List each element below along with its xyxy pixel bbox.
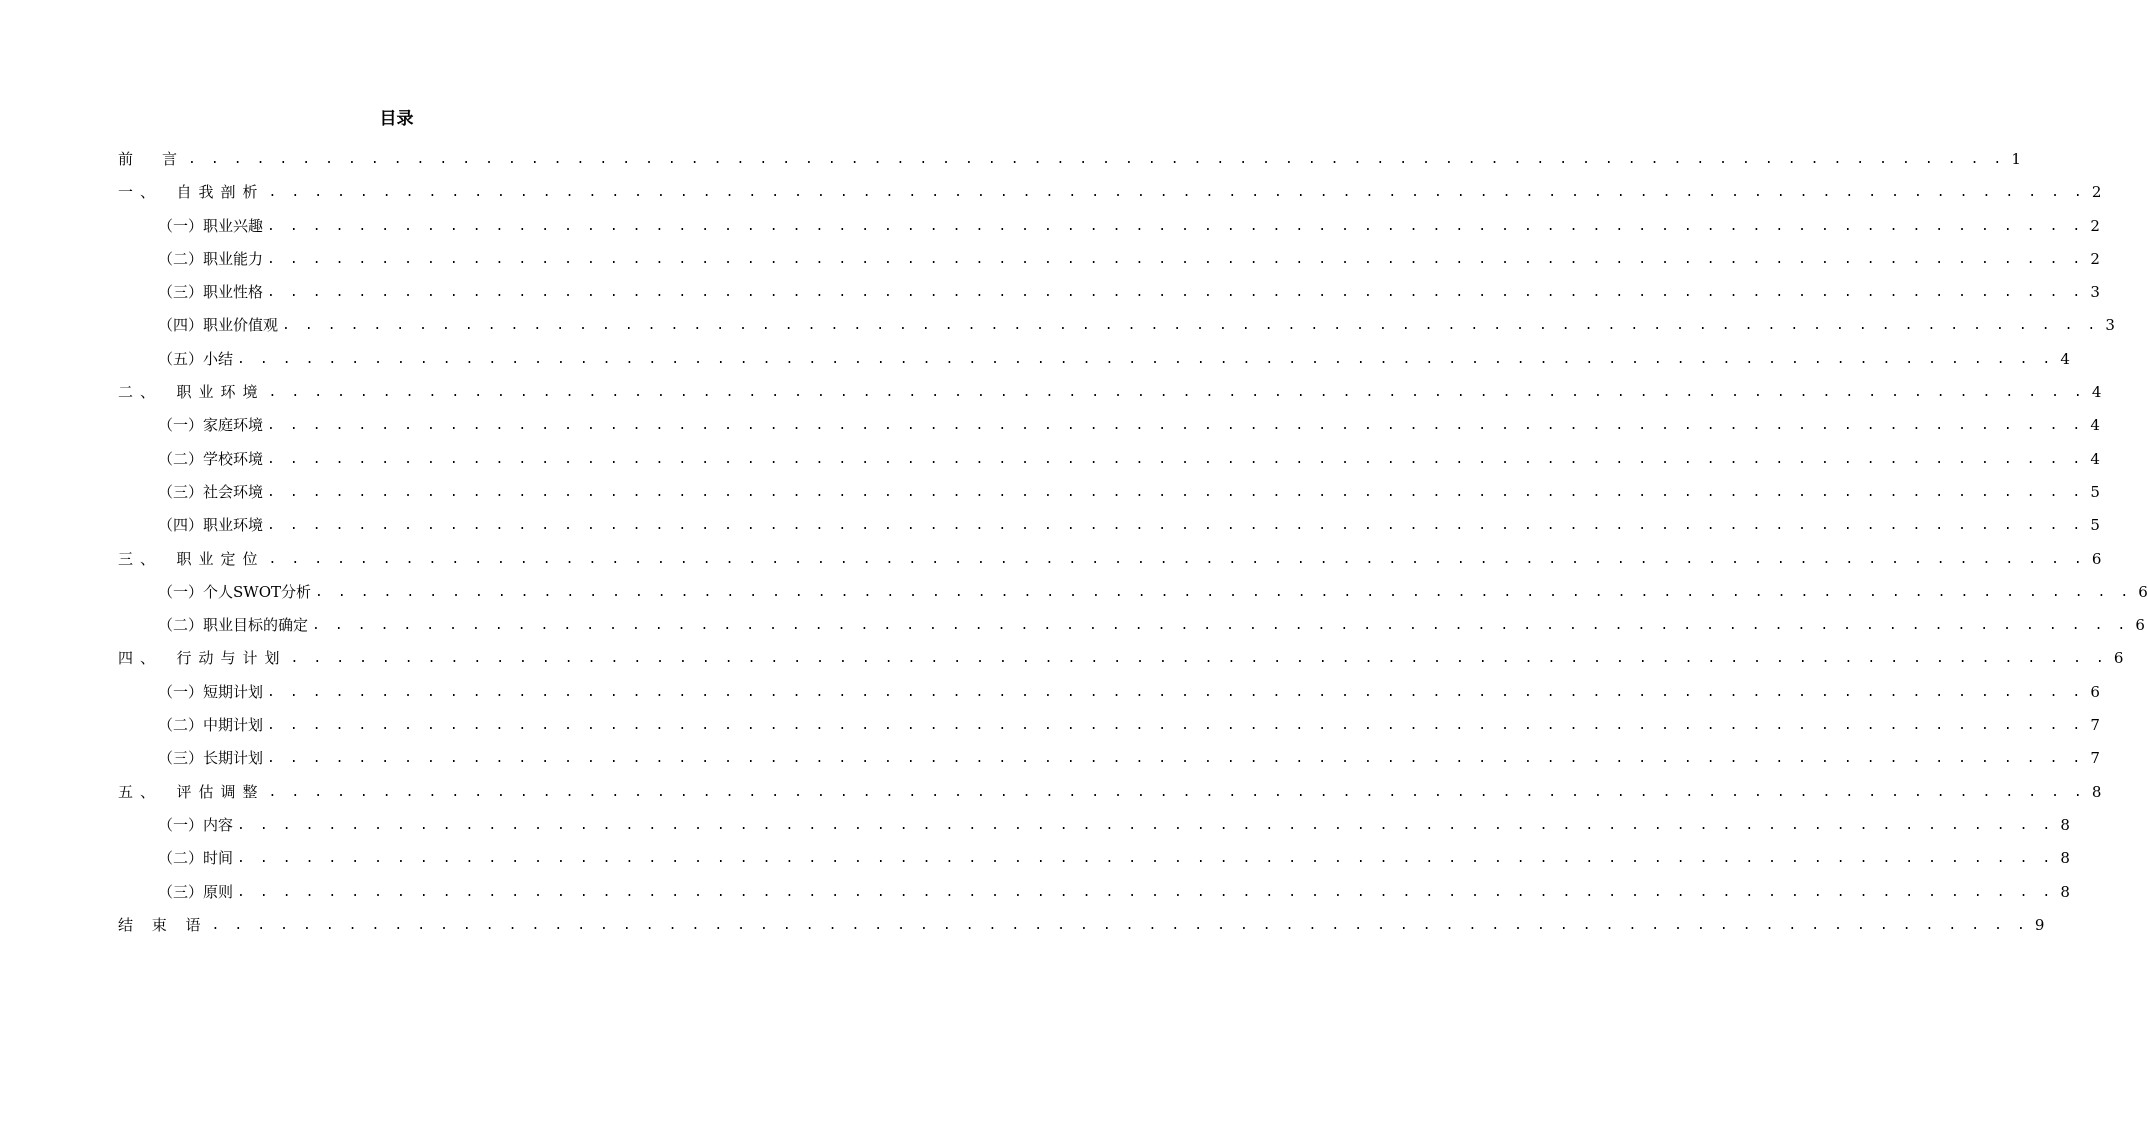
toc-entry[interactable] [118, 576, 2148, 609]
toc-leader-dots: . . . . . . . . . . . . . . . . . . . . . . . . . . . . . . . . . . . . . . . . . . . . . . . . . . . . . . . . . . . . . . . . . . . . . . . . . . . . . . . . [237, 884, 2054, 900]
toc-entry[interactable] [118, 376, 2102, 409]
toc-entry[interactable] [118, 143, 2021, 176]
toc-leader-dots: . . . . . . . . . . . . . . . . . . . . . . . . . . . . . . . . . . . . . . . . . . . . . . . . . . . . . . . . . . . . . . . . . . . . . . . . . . . . . . . . [268, 551, 2086, 567]
toc-leader-dots: . . . . . . . . . . . . . . . . . . . . . . . . . . . . . . . . . . . . . . . . . . . . . . . . . . . . . . . . . . . . . . . . . . . . . . . . . . . . . . . . [290, 651, 2108, 667]
toc-entry-label: （三）职业性格 [158, 283, 264, 302]
toc-leader-dots: . . . . . . . . . . . . . . . . . . . . . . . . . . . . . . . . . . . . . . . . . . . . . . . . . . . . . . . . . . . . . . . . . . . . . . . . . . . . . . . . [267, 285, 2084, 301]
toc-entry[interactable] [118, 709, 2100, 742]
toc-entry-label: （一）职业兴趣 [158, 216, 264, 235]
toc-entry-label: 一、 自我剖析 [118, 183, 265, 202]
toc-entry[interactable] [118, 509, 2100, 542]
toc-entry-page-number: 8 [2091, 782, 2102, 801]
toc-leader-dots: . . . . . . . . . . . . . . . . . . . . . . . . . . . . . . . . . . . . . . . . . . . . . . . . . . . . . . . . . . . . . . . . . . . . . . . . . . . . . . . . [267, 484, 2084, 500]
toc-entry[interactable] [118, 343, 2070, 376]
toc-entry-label: （二）中期计划 [158, 716, 264, 735]
toc-entry-label: （五）小结 [158, 349, 234, 368]
toc-entry[interactable] [118, 609, 2145, 642]
toc-entry[interactable] [118, 309, 2115, 342]
toc-entry-page-number: 2 [2091, 183, 2102, 202]
toc-entry[interactable] [118, 443, 2100, 476]
toc-entry-page-number: 6 [2090, 682, 2100, 701]
toc-leader-dots: . . . . . . . . . . . . . . . . . . . . . . . . . . . . . . . . . . . . . . . . . . . . . . . . . . . . . . . . . . . . . . . . . . . . . . . . . . . . . . . . [267, 251, 2084, 267]
toc-entry-page-number: 6 [2138, 582, 2148, 601]
toc-leader-dots: . . . . . . . . . . . . . . . . . . . . . . . . . . . . . . . . . . . . . . . . . . . . . . . . . . . . . . . . . . . . . . . . . . . . . . . . . . . . . . . . [268, 784, 2086, 800]
toc-entry-page-number: 4 [2091, 383, 2102, 402]
toc-entry-page-number: 1 [2011, 150, 2021, 168]
toc-entry[interactable] [118, 243, 2100, 276]
toc-entry-label: 五、 评估调整 [118, 782, 265, 801]
toc-leader-dots: . . . . . . . . . . . . . . . . . . . . . . . . . . . . . . . . . . . . . . . . . . . . . . . . . . . . . . . . . . . . . . . . . . . . . . . . . . . . . . . . [211, 917, 2029, 933]
table-of-contents [118, 143, 2148, 942]
toc-entry[interactable] [118, 476, 2100, 509]
toc-entry[interactable] [118, 776, 2102, 809]
toc-entry-page-number: 8 [2060, 849, 2070, 868]
toc-leader-dots: . . . . . . . . . . . . . . . . . . . . . . . . . . . . . . . . . . . . . . . . . . . . . . . . . . . . . . . . . . . . . . . . . . . . . . . . . . . . . . . . [268, 385, 2086, 401]
toc-entry[interactable] [118, 909, 2045, 942]
toc-entry-label: 三、 职业定位 [118, 549, 265, 568]
toc-entry[interactable] [118, 276, 2100, 309]
toc-leader-dots: . . . . . . . . . . . . . . . . . . . . . . . . . . . . . . . . . . . . . . . . . . . . . . . . . . . . . . . . . . . . . . . . . . . . . . . . . . . . . . . . [315, 584, 2132, 600]
toc-entry-page-number: 5 [2090, 482, 2100, 501]
toc-entry[interactable] [118, 409, 2100, 442]
toc-entry-label: （三）社会环境 [158, 482, 264, 501]
toc-entry-label: （二）时间 [158, 849, 234, 868]
toc-entry[interactable] [118, 176, 2102, 209]
toc-entry-page-number: 4 [2090, 416, 2100, 435]
toc-leader-dots: . . . . . . . . . . . . . . . . . . . . . . . . . . . . . . . . . . . . . . . . . . . . . . . . . . . . . . . . . . . . . . . . . . . . . . . . . . . . . . . . [237, 817, 2054, 833]
toc-entry-page-number: 5 [2090, 516, 2100, 535]
toc-entry[interactable] [118, 676, 2100, 709]
toc-entry[interactable] [118, 742, 2100, 775]
toc-leader-dots: . . . . . . . . . . . . . . . . . . . . . . . . . . . . . . . . . . . . . . . . . . . . . . . . . . . . . . . . . . . . . . . . . . . . . . . . . . . . . . . . [267, 218, 2084, 234]
toc-entry[interactable] [118, 842, 2070, 875]
toc-entry[interactable] [118, 809, 2070, 842]
toc-entry-label: （二）职业能力 [158, 249, 264, 268]
toc-entry-page-number: 3 [2105, 316, 2115, 335]
toc-leader-dots: . . . . . . . . . . . . . . . . . . . . . . . . . . . . . . . . . . . . . . . . . . . . . . . . . . . . . . . . . . . . . . . . . . . . . . . . . . . . . . . . [188, 152, 2005, 167]
toc-leader-dots: . . . . . . . . . . . . . . . . . . . . . . . . . . . . . . . . . . . . . . . . . . . . . . . . . . . . . . . . . . . . . . . . . . . . . . . . . . . . . . . . [237, 851, 2054, 867]
toc-entry-page-number: 8 [2060, 815, 2070, 834]
toc-entry-page-number: 4 [2090, 449, 2100, 468]
toc-entry-page-number: 2 [2090, 216, 2100, 235]
toc-entry[interactable] [118, 876, 2070, 909]
toc-entry-page-number: 6 [2135, 616, 2145, 635]
toc-leader-dots: . . . . . . . . . . . . . . . . . . . . . . . . . . . . . . . . . . . . . . . . . . . . . . . . . . . . . . . . . . . . . . . . . . . . . . . . . . . . . . . . [268, 185, 2086, 201]
toc-entry-label: （四）职业环境 [158, 516, 264, 535]
toc-entry-label: （二）学校环境 [158, 449, 264, 468]
toc-entry-page-number: 4 [2060, 349, 2070, 368]
toc-entry-label: 二、 职业环境 [118, 383, 265, 402]
toc-entry-label: （一）家庭环境 [158, 416, 264, 435]
toc-entry-label: （一）内容 [158, 815, 234, 834]
toc-entry-page-number: 8 [2060, 882, 2070, 901]
toc-entry-page-number: 9 [2034, 915, 2045, 934]
toc-leader-dots: . . . . . . . . . . . . . . . . . . . . . . . . . . . . . . . . . . . . . . . . . . . . . . . . . . . . . . . . . . . . . . . . . . . . . . . . . . . . . . . . [267, 718, 2084, 734]
toc-title: 目录 [379, 109, 414, 129]
toc-leader-dots: . . . . . . . . . . . . . . . . . . . . . . . . . . . . . . . . . . . . . . . . . . . . . . . . . . . . . . . . . . . . . . . . . . . . . . . . . . . . . . . . [237, 351, 2054, 367]
toc-entry-label: 前 言 [118, 150, 185, 168]
toc-leader-dots: . . . . . . . . . . . . . . . . . . . . . . . . . . . . . . . . . . . . . . . . . . . . . . . . . . . . . . . . . . . . . . . . . . . . . . . . . . . . . . . . [267, 451, 2084, 467]
toc-entry[interactable] [118, 642, 2124, 675]
toc-entry-page-number: 7 [2090, 716, 2100, 735]
toc-entry-label: 结 束 语 [118, 915, 208, 934]
toc-leader-dots: . . . . . . . . . . . . . . . . . . . . . . . . . . . . . . . . . . . . . . . . . . . . . . . . . . . . . . . . . . . . . . . . . . . . . . . . . . . . . . . . [267, 684, 2084, 700]
toc-entry-page-number: 7 [2090, 749, 2100, 768]
toc-entry-label: （三）原则 [158, 882, 234, 901]
toc-leader-dots: . . . . . . . . . . . . . . . . . . . . . . . . . . . . . . . . . . . . . . . . . . . . . . . . . . . . . . . . . . . . . . . . . . . . . . . . . . . . . . . . [267, 418, 2084, 434]
toc-entry-page-number: 6 [2091, 549, 2102, 568]
toc-entry-label: （二）职业目标的确定 [158, 616, 309, 635]
toc-entry-label: 四、 行动与计划 [118, 649, 287, 668]
toc-leader-dots: . . . . . . . . . . . . . . . . . . . . . . . . . . . . . . . . . . . . . . . . . . . . . . . . . . . . . . . . . . . . . . . . . . . . . . . . . . . . . . . . [282, 318, 2099, 334]
toc-leader-dots: . . . . . . . . . . . . . . . . . . . . . . . . . . . . . . . . . . . . . . . . . . . . . . . . . . . . . . . . . . . . . . . . . . . . . . . . . . . . . . . . [267, 518, 2084, 534]
toc-entry[interactable] [118, 210, 2100, 243]
toc-entry-page-number: 3 [2090, 283, 2100, 302]
toc-entry-page-number: 6 [2113, 649, 2124, 668]
toc-entry-page-number: 2 [2090, 249, 2100, 268]
toc-entry-label: （一）个人SWOT分析 [158, 582, 311, 601]
toc-entry-label: （三）长期计划 [158, 749, 264, 768]
toc-leader-dots: . . . . . . . . . . . . . . . . . . . . . . . . . . . . . . . . . . . . . . . . . . . . . . . . . . . . . . . . . . . . . . . . . . . . . . . . . . . . . . . . [312, 618, 2129, 634]
toc-entry-label: （一）短期计划 [158, 682, 264, 701]
toc-entry[interactable] [118, 543, 2102, 576]
toc-leader-dots: . . . . . . . . . . . . . . . . . . . . . . . . . . . . . . . . . . . . . . . . . . . . . . . . . . . . . . . . . . . . . . . . . . . . . . . . . . . . . . . . [267, 751, 2084, 767]
toc-entry-label: （四）职业价值观 [158, 316, 279, 335]
